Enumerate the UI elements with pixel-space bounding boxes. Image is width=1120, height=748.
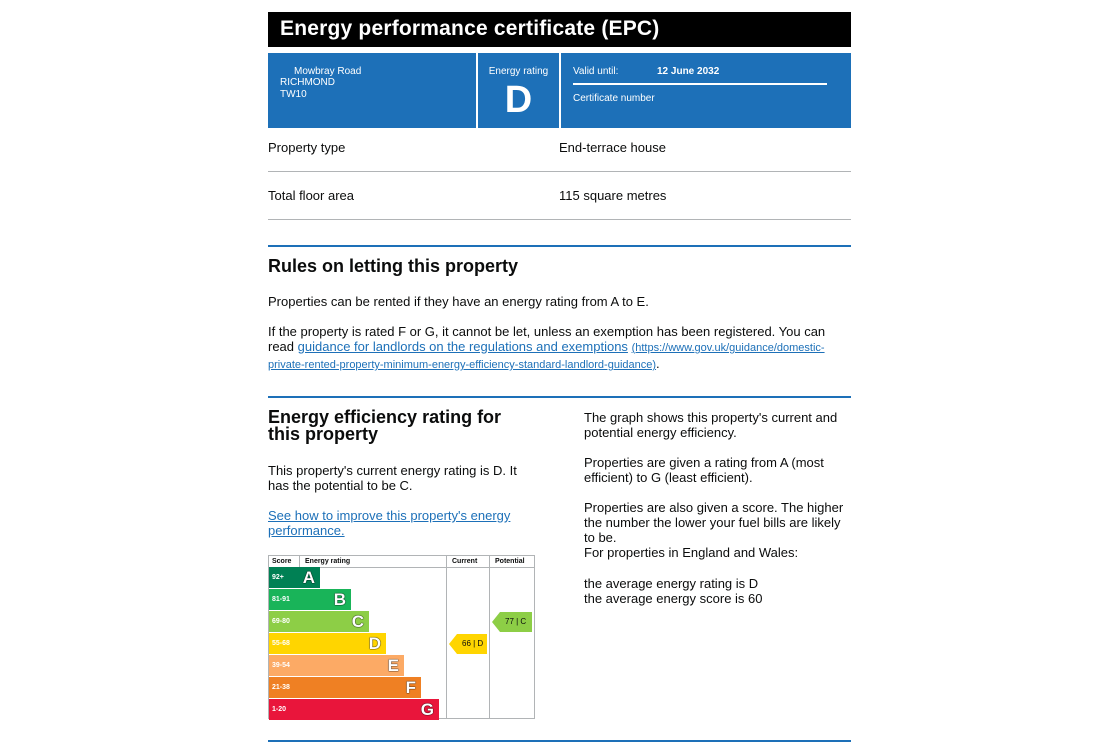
rating-band-d (300, 633, 386, 654)
address-line-2: RICHMOND (280, 77, 335, 88)
energy-rating-letter: D (504, 79, 533, 121)
rating-band-letter: D (368, 634, 381, 653)
row-divider (268, 171, 851, 172)
letting-paragraph-2-text: If the property is rated F or G, it cannot be let, unless an exemption has been registered. You can read (268, 324, 826, 354)
property-type-value: End-terrace house (559, 140, 666, 155)
graph-header-current: Current (452, 558, 478, 565)
address-line-3: TW10 (280, 89, 307, 100)
rating-band-b (300, 589, 351, 610)
graph-explanation-3: Properties are also given a score. The higher the number the lower your fuel bills are likely to be. (584, 500, 844, 545)
section-divider (268, 396, 851, 398)
energy-rating-label: Energy rating (488, 66, 549, 77)
energy-rating-box (478, 53, 559, 128)
score-range-g: 1-20 (269, 699, 300, 720)
england-wales-intro: For properties in England and Wales: (584, 545, 799, 560)
rating-band-letter: A (302, 568, 315, 587)
current-rating-marker (457, 634, 487, 654)
score-range-d: 55-68 (269, 633, 300, 654)
score-range-f: 21-38 (269, 677, 300, 698)
graph-divider (299, 556, 300, 567)
certificate-title-bar (268, 12, 851, 47)
page-title: Energy performance certificate (EPC) (280, 17, 660, 40)
landlord-guidance-link[interactable]: guidance for landlords on the regulations and exemptions (297, 339, 628, 354)
graph-explanation-1: The graph shows this property's current and potential energy efficiency. (584, 410, 838, 440)
rating-band-letter: E (387, 656, 399, 675)
graph-divider (489, 556, 490, 718)
potential-rating-marker (500, 612, 532, 632)
rating-band-letter: B (333, 590, 346, 609)
section-divider (268, 740, 851, 742)
rating-band-c (300, 611, 369, 632)
valid-until-label: Valid until: (573, 66, 619, 77)
rating-band-e (300, 655, 404, 676)
address-box (268, 53, 476, 128)
row-divider (268, 219, 851, 220)
graph-header-potential: Potential (495, 558, 525, 565)
energy-rating-graph (268, 555, 535, 719)
graph-divider (446, 556, 447, 718)
graph-header-score: Score (272, 558, 292, 565)
letting-heading: Rules on letting this property (268, 256, 519, 276)
current-rating-text: This property's current energy rating is D. It has the potential to be C. (268, 463, 517, 493)
graph-explanation-2: Properties are given a rating from A (most efficient) to G (least efficient). (584, 455, 824, 485)
potential-rating-marker-arrow (492, 612, 500, 632)
average-rating-text: the average energy rating is D (584, 576, 759, 591)
score-range-c: 69-80 (269, 611, 300, 632)
validity-box (561, 53, 851, 128)
rating-band-g (300, 699, 439, 720)
efficiency-heading: Energy efficiency rating for this property (268, 407, 502, 444)
letting-paragraph-2 (268, 324, 851, 373)
score-range-e: 39-54 (269, 655, 300, 676)
average-score-text: the average energy score is 60 (584, 591, 763, 606)
rating-band-letter: G (420, 700, 434, 719)
validity-divider (573, 83, 827, 85)
letting-paragraph-1: Properties can be rented if they have an energy rating from A to E. (268, 294, 649, 309)
rating-band-f (300, 677, 421, 698)
graph-header-rating: Energy rating (305, 558, 351, 565)
letting-paragraph-2-end: . (656, 356, 660, 371)
floor-area-label: Total floor area (268, 188, 354, 203)
landlord-guidance-url-link[interactable]: (https://www.gov.uk/guidance/domestic-private-rented-property-minimum-energy-efficiency-standard-landlord-guidance) (268, 342, 825, 371)
valid-until-date: 12 June 2032 (657, 66, 720, 77)
current-rating-marker-label: 66 | D (462, 639, 484, 648)
rating-band-letter: F (405, 678, 416, 697)
section-divider (268, 245, 851, 247)
current-rating-marker-arrow (449, 634, 457, 654)
floor-area-value: 115 square metres (559, 188, 667, 203)
address-line-1: Mowbray Road (294, 66, 362, 77)
score-range-b: 81-91 (269, 589, 300, 610)
rating-band-letter: C (351, 612, 364, 631)
score-range-a: 92+ (269, 567, 300, 588)
improve-performance-link[interactable]: See how to improve this property's energy performance. (268, 508, 511, 538)
property-type-label: Property type (268, 140, 346, 155)
certificate-number-label: Certificate number (573, 93, 655, 104)
rating-band-a (300, 567, 320, 588)
potential-rating-marker-label: 77 | C (505, 617, 527, 626)
